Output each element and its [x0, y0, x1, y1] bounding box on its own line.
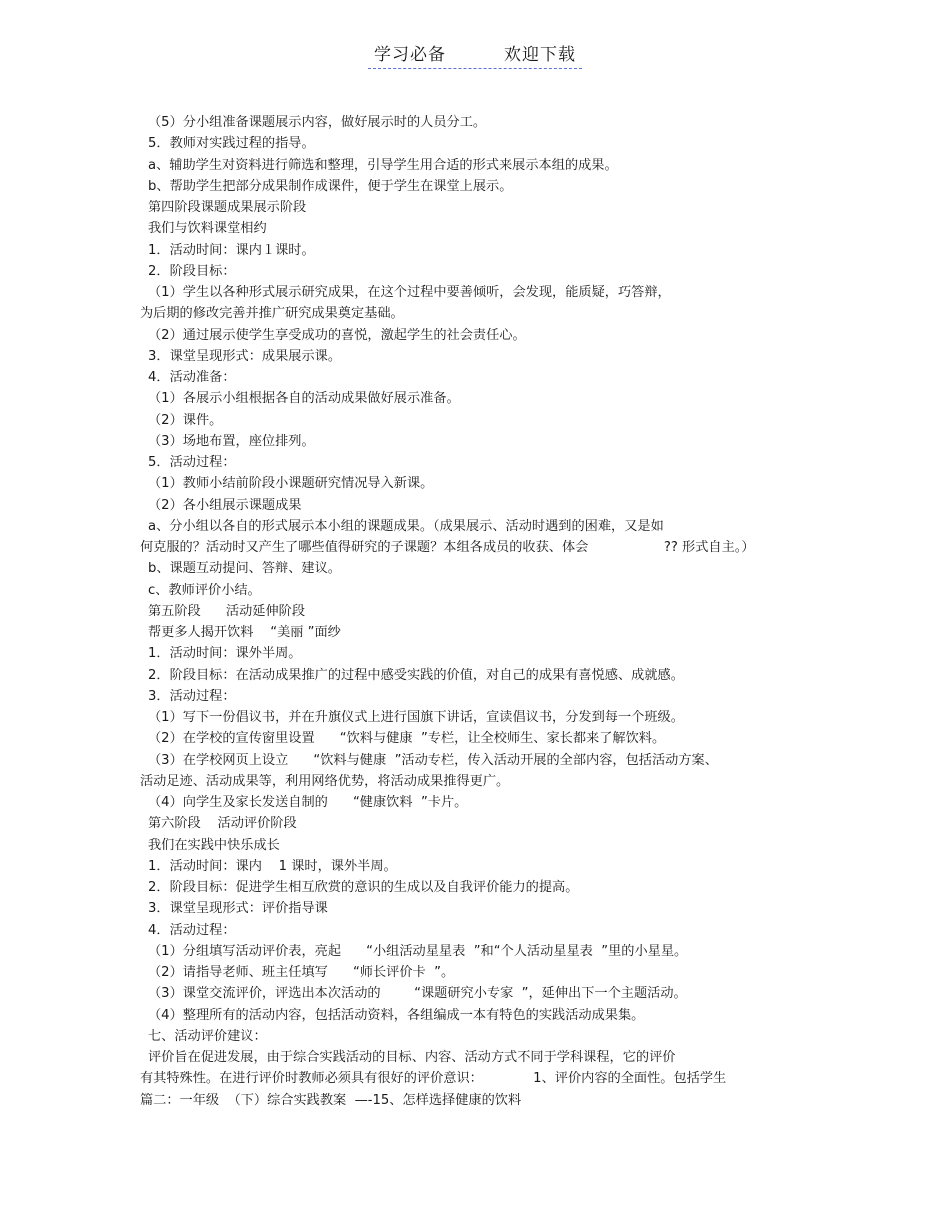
text-line: （1）写下一份倡议书，并在升旗仪式上进行国旗下讲话，宣读倡议书，分发到每一个班级。: [148, 710, 684, 725]
text-line: 有其特殊性。在进行评价时教师必须具有很好的评价意识： 1、评价内容的全面性。包括学生: [140, 1071, 727, 1087]
text-line: （3）场地布置，座位排列。: [148, 433, 315, 449]
text-line: 我们在实践中快乐成长: [148, 837, 280, 853]
text-line: （2）在学校的宣传窗里设置 “饮料与健康 ”专栏，让全校师生、家长都来了解饮料。: [148, 731, 666, 747]
text-line: 4．活动过程：: [148, 922, 236, 938]
text-line: （4）向学生及家长发送自制的 “健康饮料 ”卡片。: [148, 795, 468, 810]
text-line: 3．课堂呈现形式：成果展示课。: [148, 348, 342, 364]
text-line: （4）整理所有的活动内容，包括活动资料，各组编成一本有特色的实践活动成果集。: [148, 1007, 645, 1023]
text-line: 为后期的修改完善并推广研究成果奠定基础。: [140, 306, 404, 322]
text-line: （2）通过展示使学生享受成功的喜悦，激起学生的社会责任心。: [148, 327, 526, 343]
text-line: 1．活动时间：课外半周。: [148, 646, 302, 662]
text-line: 1．活动时间：课内１课时。: [148, 242, 315, 258]
text-line: （1）各展示小组根据各自的活动成果做好展示准备。: [148, 391, 460, 407]
text-line: （3）课堂交流评价，评选出本次活动的 “课题研究小专家 ”，延伸出下一个主题活动。: [148, 986, 687, 1002]
text-line: 5．活动过程：: [148, 455, 236, 470]
page-header: [0, 40, 950, 69]
text-line: 4．活动准备：: [148, 370, 236, 385]
header-left: 学习必备: [374, 45, 446, 65]
text-line: （2）请指导老师、班主任填写 “师长评价卡 ”。: [148, 965, 455, 980]
text-line: 何克服的？活动时又产生了哪些值得研究的子课题？本组各成员的收获、体会 ?? 形式自主。）: [140, 540, 755, 555]
text-line: 第四阶段课题成果展示阶段: [148, 200, 307, 215]
text-line: 第六阶段 活动评价阶段: [148, 816, 297, 832]
text-line: （1）分组填写活动评价表，亮起 “小组活动星星表 ”和“个人活动星星表 ”里的小星星。: [148, 943, 688, 959]
text-line: （1）学生以各种形式展示研究成果，在这个过程中要善倾听，会发现，能质疑，巧答辩，: [148, 285, 671, 300]
text-line: b、帮助学生把部分成果制作成课件，便于学生在课堂上展示。: [148, 178, 513, 194]
text-line: 活动足迹、活动成果等，利用网络优势，将活动成果推得更广。: [140, 773, 510, 789]
text-line: 我们与饮料课堂相约: [148, 221, 267, 237]
text-line: 第五阶段 活动延伸阶段: [148, 603, 306, 619]
header-right: 欢迎下载: [504, 45, 576, 65]
text-line: （5）分小组准备课题展示内容，做好展示时的人员分工。: [148, 115, 487, 130]
text-line: 1．活动时间：课内 1 课时，课外半周。: [148, 858, 397, 874]
text-line: 2．阶段目标：促进学生相互欣赏的意识的生成以及自我评价能力的提高。: [148, 880, 579, 895]
text-line: 评价旨在促进发展，由于综合实践活动的目标、内容、活动方式不同于学科课程，它的评价: [148, 1050, 676, 1065]
text-line: （1）教师小结前阶段小课题研究情况导入新课。: [148, 476, 434, 492]
text-line: （2）各小组展示课题成果: [148, 497, 302, 513]
text-line: 2．阶段目标：在活动成果推广的过程中感受实践的价值，对自己的成果有喜悦感、成就感。: [148, 667, 684, 683]
text-line: 七、活动评价建议：: [148, 1028, 267, 1044]
text-line: a、分小组以各自的形式展示本小组的课题成果。（成果展示、活动时遇到的困难，又是如: [148, 518, 664, 534]
text-line: （2）课件。: [148, 412, 223, 428]
header-text: [368, 40, 582, 69]
text-line: 2．阶段目标：: [148, 263, 236, 279]
text-line: c、教师评价小结。: [148, 582, 261, 598]
text-line: b、课题互动提问、答辩、建议。: [148, 561, 341, 577]
text-line: 帮更多人揭开饮料 “美丽 ”面纱: [148, 625, 341, 640]
text-line: 3．活动过程：: [148, 688, 236, 704]
text-line: （3）在学校网页上设立 “饮料与健康 ”活动专栏，传入活动开展的全部内容，包括活动方案、: [148, 752, 718, 768]
text-line: 5．教师对实践过程的指导。: [148, 136, 315, 152]
text-line: 3．课堂呈现形式：评价指导课: [148, 901, 328, 917]
text-line: a、辅助学生对资料进行筛选和整理，引导学生用合适的形式来展示本组的成果。: [148, 157, 618, 173]
text-line: 篇二：一年级 （下）综合实践教案 —-15、怎样选择健康的饮料: [140, 1092, 522, 1108]
